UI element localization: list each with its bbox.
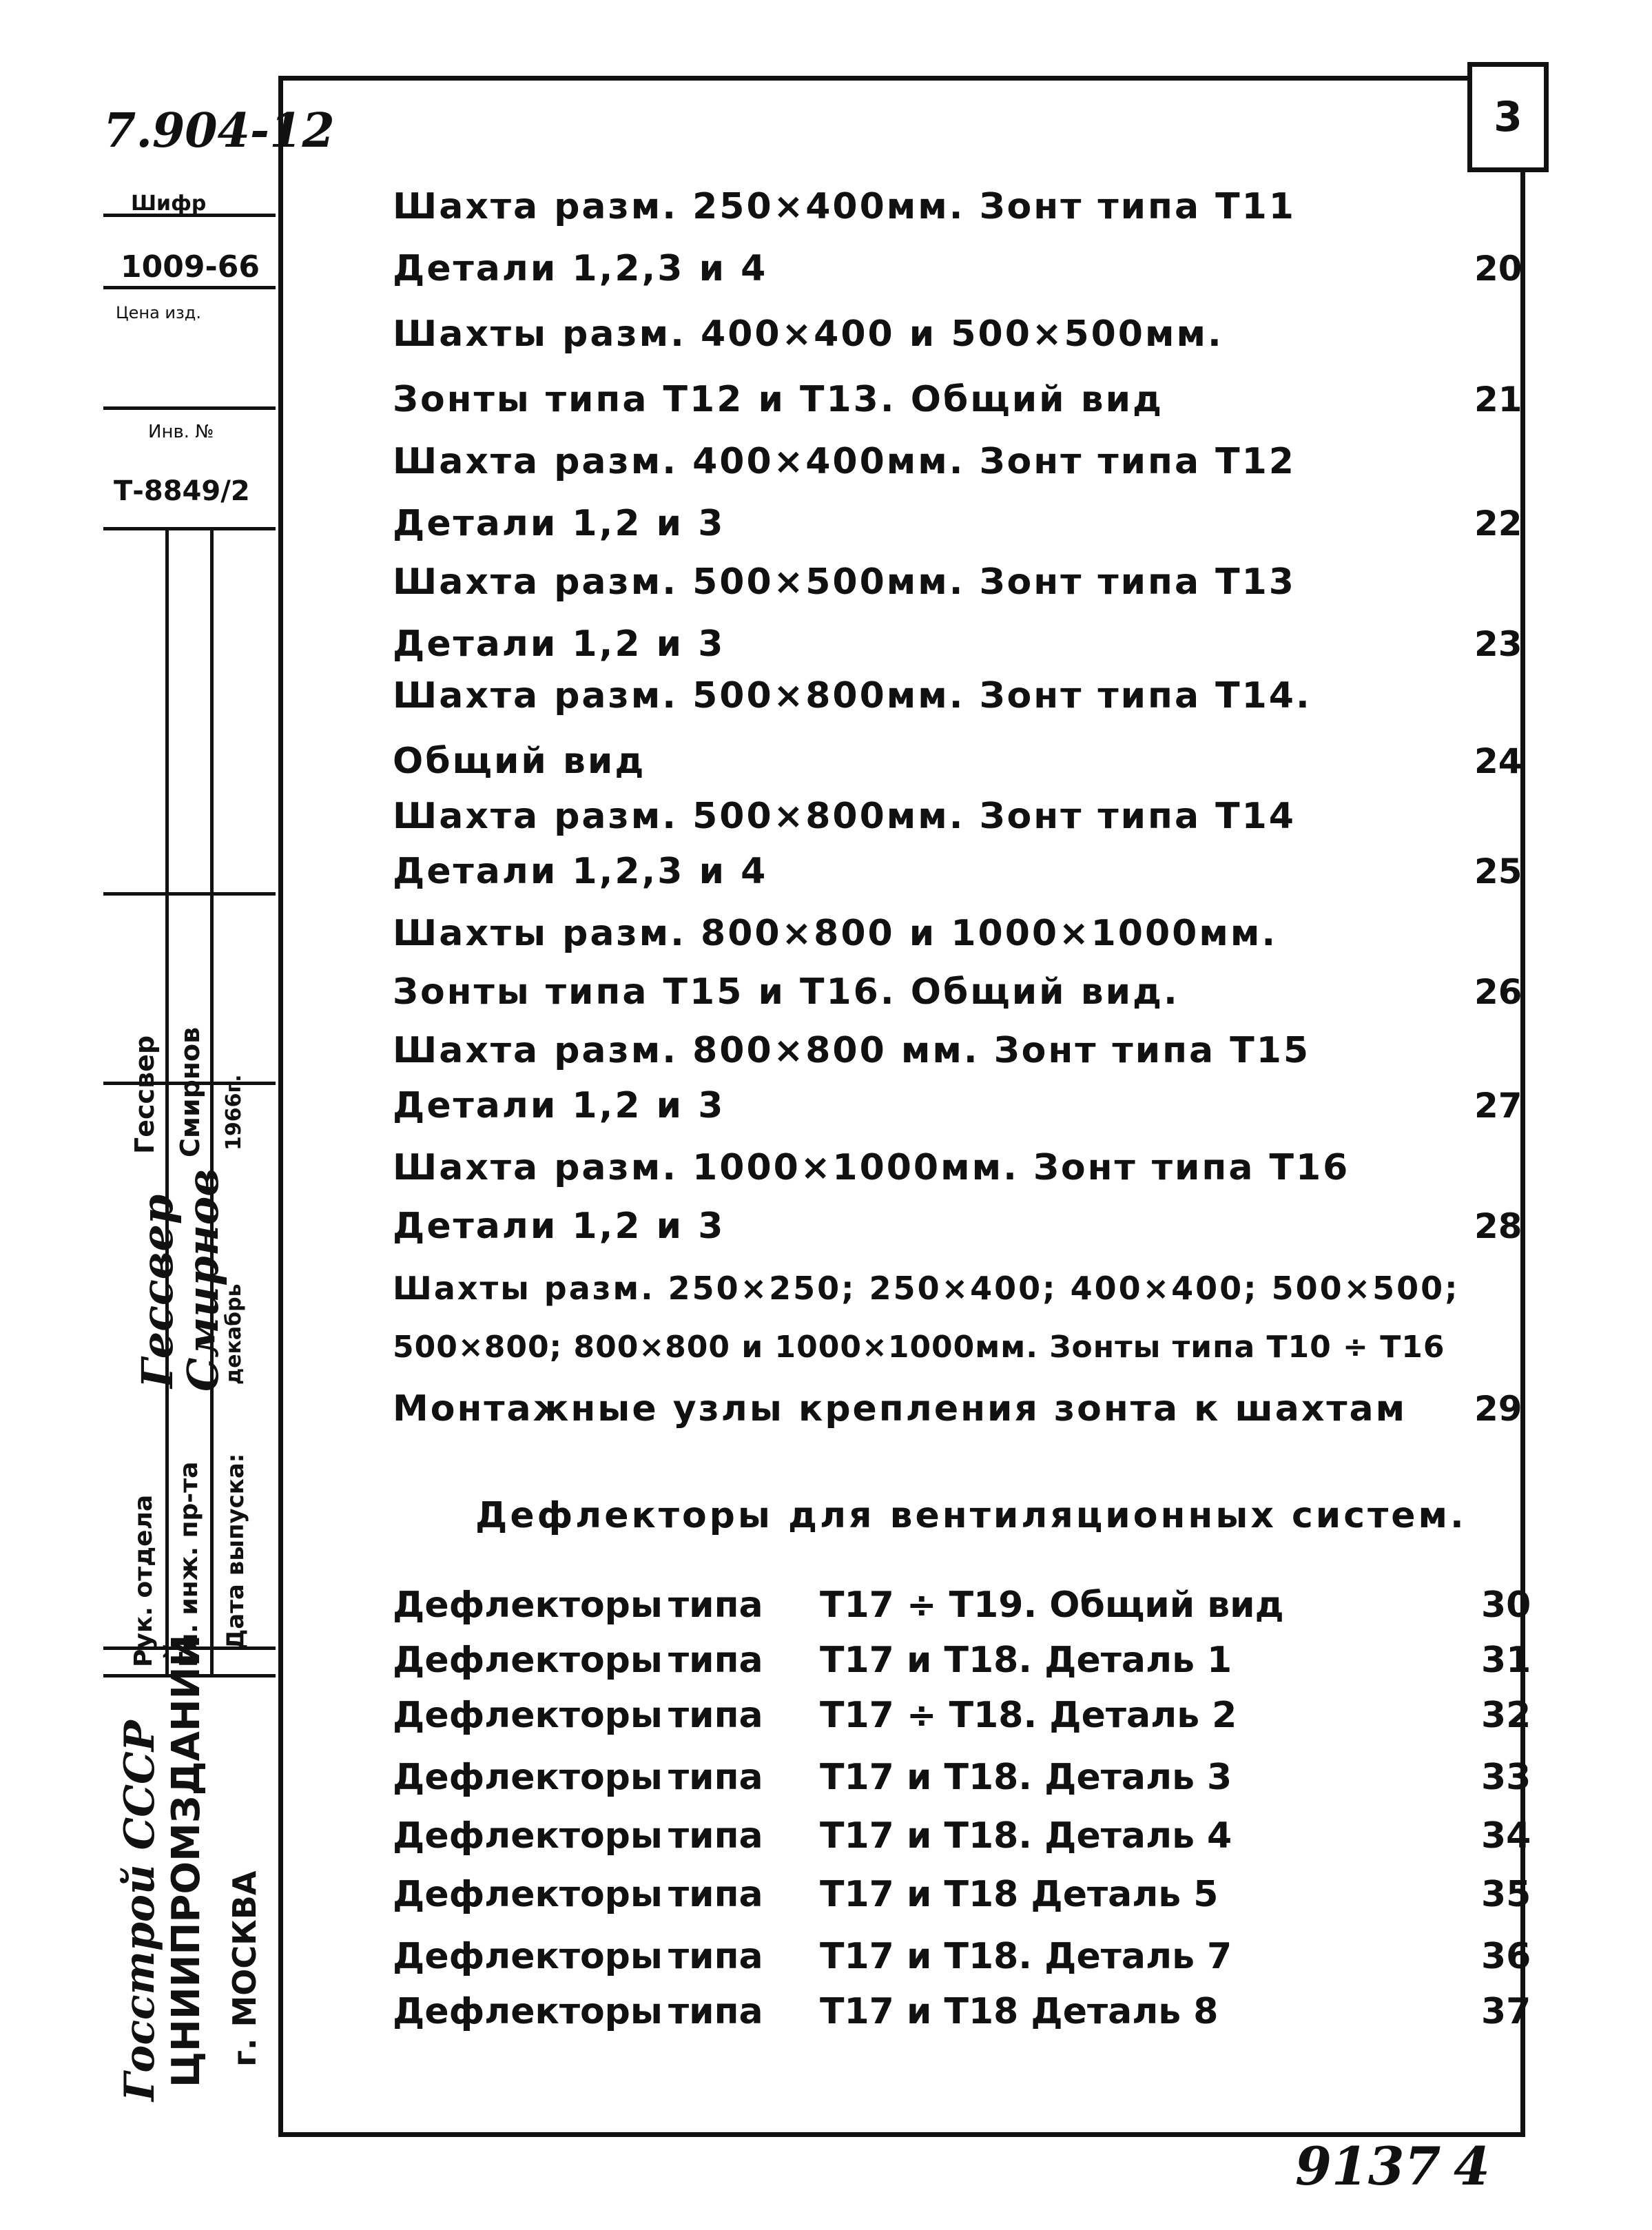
toc-page: 22 [1474, 504, 1522, 544]
toc-row [393, 434, 1529, 489]
deflector-page: 32 [1481, 1695, 1531, 1736]
deflector-type: типа [668, 1640, 763, 1681]
toc-row [393, 1140, 1529, 1195]
deflector-page: 33 [1481, 1757, 1531, 1798]
toc-text: Детали 1,2,3 и 4 [393, 851, 768, 892]
toc-text: Шахта разм. 400×400мм. Зонт типа Т12 [393, 441, 1296, 482]
toc-text: Шахты разм. 250×250; 250×400; 400×400; 500×500; [393, 1270, 1460, 1307]
deflector-page: 31 [1481, 1640, 1531, 1681]
deflector-name: Дефлекторы [393, 1991, 663, 2032]
deflector-name: Дефлекторы [393, 1815, 663, 1857]
institute-name: ЦНИИПРОМЗДАНИЙ [164, 1634, 209, 2087]
toc-page: 25 [1474, 851, 1522, 891]
deflector-type: типа [668, 1815, 763, 1857]
page-number-box [1467, 62, 1549, 172]
deflector-name: Дефлекторы [393, 1640, 663, 1681]
toc-text: Детали 1,2 и 3 [393, 503, 725, 544]
deflector-desc: Т17 и Т18 Деталь 8 [820, 1991, 1219, 2032]
deflector-desc: Т17 и Т18. Деталь 7 [820, 1936, 1232, 1977]
signature-engineer: Смирнов [178, 1168, 228, 1392]
toc-text: Детали 1,2 и 3 [393, 623, 725, 665]
toc-page: 23 [1474, 624, 1522, 664]
deflector-page: 34 [1481, 1815, 1531, 1857]
toc-page: 24 [1474, 741, 1522, 781]
toc-row [393, 372, 1529, 427]
toc-text: Шахта разм. 500×800мм. Зонт типа Т14. [393, 675, 1312, 716]
deflector-desc: Т17 и Т18. Деталь 3 [820, 1757, 1232, 1798]
inventory-value: Т-8849/2 [114, 475, 250, 507]
toc-row [393, 964, 1529, 1020]
deflector-type: типа [668, 1936, 763, 1977]
toc-row [393, 906, 1529, 961]
toc-row [393, 1023, 1529, 1078]
deflector-row [393, 1757, 1529, 1810]
deflector-type: типа [668, 1757, 763, 1798]
deflector-desc: Т17 и Т18 Деталь 5 [820, 1874, 1219, 1915]
toc-text: 500×800; 800×800 и 1000×1000мм. Зонты типа Т10 ÷ Т16 [393, 1329, 1445, 1365]
signature-head: Гессвер [132, 1194, 183, 1388]
toc-row [393, 1261, 1529, 1316]
toc-row [393, 789, 1529, 844]
toc-row [393, 1381, 1529, 1436]
toc-text: Шахта разм. 250×400мм. Зонт типа Т11 [393, 186, 1296, 227]
toc-page: 28 [1474, 1206, 1522, 1246]
release-date-label: Дата выпуска: [222, 1453, 249, 1650]
name-head: Гессвер [130, 1035, 160, 1154]
cipher-label: Шифр [131, 192, 207, 216]
toc-page: 21 [1474, 380, 1522, 420]
toc-text: Монтажные узлы крепления зонта к шахтам [393, 1388, 1407, 1429]
toc-row [393, 617, 1529, 672]
deflector-name: Дефлекторы [393, 1584, 663, 1626]
toc-text: Шахта разм. 800×800 мм. Зонт типа Т15 [393, 1030, 1311, 1071]
toc-page: 27 [1474, 1086, 1522, 1126]
toc-text: Шахты разм. 800×800 и 1000×1000мм. [393, 913, 1278, 954]
deflector-desc: Т17 и Т18. Деталь 4 [820, 1815, 1232, 1857]
release-month: декабрь [222, 1283, 246, 1385]
toc-row [393, 1319, 1529, 1374]
deflector-type: типа [668, 1991, 763, 2032]
city-name: г. МОСКВА [226, 1870, 263, 2067]
toc-row [393, 668, 1529, 723]
page-number: 3 [1494, 93, 1522, 141]
toc-page: 29 [1474, 1389, 1522, 1429]
deflector-page: 37 [1481, 1991, 1531, 2032]
toc-text: Детали 1,2 и 3 [393, 1085, 725, 1126]
deflector-desc: Т17 ÷ Т18. Деталь 2 [820, 1695, 1237, 1736]
inventory-label: Инв. № [148, 422, 214, 442]
head-of-department-label: Рук. отдела [130, 1494, 158, 1667]
toc-text: Зонты типа Т15 и Т16. Общий вид. [393, 971, 1179, 1013]
price-label: Цена изд. [116, 303, 202, 322]
chief-engineer-label: Гл. инж. пр-та [175, 1461, 203, 1667]
toc-row [393, 844, 1529, 899]
deflector-type: типа [668, 1695, 763, 1736]
sheet-number: 4 [1454, 2136, 1490, 2197]
toc-row [393, 241, 1529, 296]
toc-text: Шахта разм. 500×500мм. Зонт типа Т13 [393, 561, 1296, 603]
toc-text: Зонты типа Т12 и Т13. Общий вид [393, 379, 1164, 420]
toc-text: Детали 1,2,3 и 4 [393, 248, 768, 289]
deflector-section-heading: Дефлекторы для вентиляционных систем. [475, 1495, 1467, 1536]
deflector-type: типа [668, 1874, 763, 1915]
deflector-row [393, 1936, 1529, 1990]
toc-row [393, 179, 1529, 234]
deflector-page: 36 [1481, 1936, 1531, 1977]
cipher-value: 1009-66 [121, 249, 260, 285]
name-engineer: Смирнов [175, 1026, 205, 1157]
deflector-name: Дефлекторы [393, 1757, 663, 1798]
archive-number: 9137 [1295, 2136, 1441, 2197]
deflector-row [393, 1815, 1529, 1869]
toc-row [393, 496, 1529, 551]
toc-text: Общий вид [393, 741, 646, 782]
toc-page: 20 [1474, 249, 1522, 289]
toc-text: Шахты разм. 400×400 и 500×500мм. [393, 313, 1223, 355]
toc-row [393, 307, 1529, 362]
toc-text: Детали 1,2 и 3 [393, 1206, 725, 1247]
deflector-type: типа [668, 1584, 763, 1626]
toc-text: Шахта разм. 500×800мм. Зонт типа Т14 [393, 796, 1296, 837]
organization-name: Госстрой СССР [116, 1720, 164, 2101]
document-reference: 7.904-12 [103, 103, 335, 158]
deflector-page: 35 [1481, 1874, 1531, 1915]
deflector-row [393, 1584, 1529, 1638]
toc-row [393, 1199, 1529, 1254]
toc-row [393, 1078, 1529, 1133]
deflector-name: Дефлекторы [393, 1936, 663, 1977]
toc-text: Шахта разм. 1000×1000мм. Зонт типа Т16 [393, 1147, 1350, 1188]
toc-page: 26 [1474, 972, 1522, 1012]
deflector-row [393, 1874, 1529, 1928]
deflector-row [393, 1695, 1529, 1748]
deflector-name: Дефлекторы [393, 1874, 663, 1915]
deflector-desc: Т17 ÷ Т19. Общий вид [820, 1584, 1284, 1626]
toc-row [393, 734, 1529, 789]
deflector-row [393, 1640, 1529, 1693]
deflector-name: Дефлекторы [393, 1695, 663, 1736]
toc-row [393, 555, 1529, 610]
deflector-row [393, 1991, 1529, 2045]
release-year: 1966г. [222, 1074, 246, 1150]
deflector-desc: Т17 и Т18. Деталь 1 [820, 1640, 1232, 1681]
deflector-page: 30 [1481, 1584, 1531, 1626]
